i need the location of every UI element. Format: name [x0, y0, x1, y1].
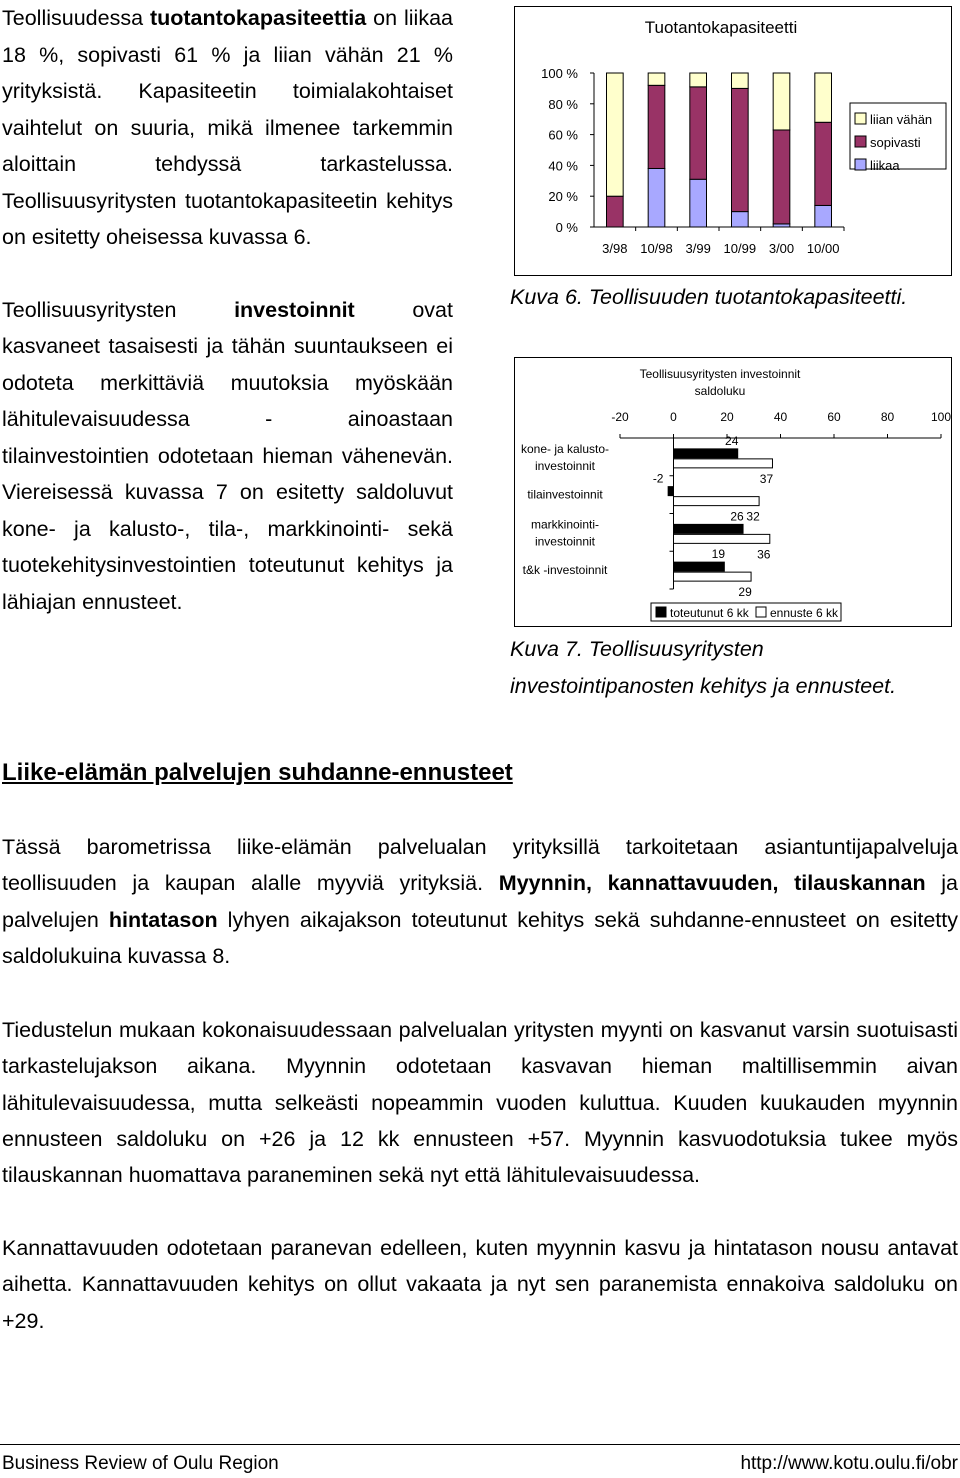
stacked-bar-segment [690, 87, 707, 179]
stacked-bar-segment [648, 73, 665, 85]
stacked-bar-segment [815, 122, 832, 205]
x-tick-label: 3/00 [768, 241, 795, 256]
bar [674, 459, 773, 468]
footer-url: http://www.kotu.oulu.fi/obr [740, 1453, 958, 1474]
bar [674, 524, 744, 533]
legend-label: sopivasti [870, 135, 921, 150]
legend-swatch [855, 113, 866, 124]
intro-keyword: tuotantokapasiteettia [149, 6, 367, 30]
stacked-bar-segment [607, 196, 624, 227]
chart-subtitle: saldoluku [694, 384, 746, 398]
category-label: kone- ja kalusto-investoinnit [520, 441, 610, 473]
stacked-bar-segment [648, 85, 665, 168]
category-label: t&k -investoinnit [522, 563, 608, 578]
legend-swatch [756, 607, 766, 617]
capacity-chart-svg [515, 7, 951, 275]
legend-swatch [656, 607, 666, 617]
intro-paragraph-1 [2, 0, 453, 256]
stacked-bar-segment [648, 168, 665, 227]
y-tick-label: 80 % [548, 96, 578, 112]
legend-swatch [855, 159, 866, 170]
stacked-bar-segment [732, 88, 749, 211]
stacked-bar-segment [815, 73, 832, 122]
section-keyword: Myynnin, kannattavuuden, tilauskannan [498, 871, 926, 896]
data-label: -2 [652, 471, 664, 486]
category-label: tilainvestoinnit [527, 487, 603, 502]
stacked-bar-segment [690, 179, 707, 227]
x-tick-label: 80 [880, 410, 895, 424]
data-label: 24 [725, 433, 739, 448]
x-tick-label: 10/98 [640, 241, 673, 256]
chart-title: Tuotantokapasiteetti [644, 18, 798, 37]
bar [674, 534, 770, 543]
legend-label: liikaa [870, 158, 900, 173]
data-label: 26 [730, 509, 744, 524]
figure-7-caption: Kuva 7. Teollisuusyritysten investointipanosten kehitys ja ennusteet. [510, 637, 897, 698]
footer-publication: Business Review of Oulu Region [2, 1453, 279, 1474]
section-text: ja palvelujen [2, 871, 958, 932]
investment-chart [514, 357, 952, 627]
section-title: Liike-elämän palvelujen suhdanne-ennusteet [2, 759, 513, 786]
bar [674, 562, 725, 571]
capacity-chart [514, 6, 952, 276]
stacked-bar-segment [732, 73, 749, 88]
y-tick-label: 20 % [548, 189, 578, 205]
x-tick-label: 20 [720, 410, 734, 424]
y-tick-label: 0 % [555, 220, 578, 235]
footer-divider [0, 1444, 960, 1445]
section-paragraph-3: Kannattavuuden odotetaan paranevan edelleen, kuten myynnin kasvu ja hintatason nousu antavat aihetta. Kannattavuuden kehitys on ollut vakaata ja nyt sen paranemista ennakoiva saldoluku on +29. [2, 1236, 958, 1333]
bar [668, 487, 673, 496]
stacked-bar-segment [773, 130, 790, 224]
data-label: 37 [759, 471, 774, 486]
section-text: lyhyen aikajakson toteutunut kehitys sekä suhdanne-ennusteet on esitetty saldolukuina kuvassa 8. [2, 907, 958, 968]
figure-6-caption: Kuva 6. Teollisuuden tuotantokapasiteetti. [510, 285, 908, 309]
data-label: 32 [746, 509, 760, 524]
data-label: 29 [738, 585, 752, 600]
data-label: 36 [757, 547, 771, 562]
section-paragraph-1 [2, 829, 958, 974]
x-tick-label: 3/99 [685, 241, 711, 256]
intro-text: Teollisuusyritysten [2, 297, 235, 322]
stacked-bar-segment [773, 73, 790, 130]
x-tick-label: 0 [670, 410, 677, 424]
bar [674, 572, 752, 581]
section-paragraph-2: Tiedustelun mukaan kokonaisuudessaan palvelualan yritysten myynti on kasvanut varsin suotuisasti tarkastelujakson aikana. Myynnin odotetaan kasvavan hieman maltillisemmin aivan lähitulevaisuudessa, mutta selkeästi nopeammin vuoden kuluttua. Kuuden kuukauden myynnin ennusteen saldoluku on +26 ja 12 kk ennusteen +57. Myynnin kasvuodotuksia tukee myös tilauskannan huomattava paraneminen sekä nyt että lähitulevaisuudessa. [2, 1018, 958, 1188]
intro-text: Teollisuudessa [2, 6, 150, 30]
section-text: Tässä barometrissa liike-elämän palvelualan yrityksillä tarkoitetaan asiantuntijapalveluja teollisuuden ja kaupan alalle myyviä yrityksiä. [2, 835, 958, 896]
intro-text: on liikaa 18 %, sopivasti 61 % ja liian vähän 21 % yrityksistä. Kapasiteetin toimialakohtaiset vaihtelut on suuria, mikä ilmenee tarkemmin aloittain tehdyssä tarkastelussa. Teollisuusyritysten tuotantokapasiteetin kehitys on esitetty oheisessa kuvassa 6. [2, 6, 453, 249]
intro-text: ovat kasvaneet tasaisesti ja tähän suuntaukseen ei odoteta merkittäviä muutoksia myöskään lähitulevaisuudessa - ainoastaan tilainvestointien odotetaan hieman vähenevän. Viereisessä kuvassa 7 on esitetty saldoluvut kone- ja kalusto-, tila-, markkinointi- sekä tuotekehitysinvestointien toteutunut kehitys ja lähiajan ennusteet. [2, 297, 453, 614]
category-label: markkinointi-investoinnit [530, 517, 600, 549]
x-tick-label: 100 [930, 410, 951, 424]
x-tick-label: 3/98 [602, 241, 628, 256]
intro-paragraph-2 [2, 292, 453, 621]
stacked-bar-segment [732, 212, 749, 227]
legend-label: liian vähän [870, 112, 933, 127]
bar [674, 449, 738, 458]
x-tick-label: 10/00 [806, 241, 840, 256]
legend-label: ennuste 6 kk [770, 606, 839, 620]
y-tick-label: 40 % [548, 158, 578, 174]
y-tick-label: 100 % [541, 66, 578, 81]
stacked-bar-segment [690, 73, 707, 87]
x-tick-label: 40 [773, 410, 788, 424]
intro-column [2, 0, 453, 620]
x-tick-label: -20 [611, 410, 629, 424]
intro-keyword: investoinnit [234, 297, 355, 322]
stacked-bar-segment [815, 205, 832, 227]
y-tick-label: 60 % [548, 127, 578, 143]
chart-title: Teollisuusyritysten investoinnit [639, 367, 801, 381]
legend-swatch [855, 136, 866, 147]
section-keyword: hintatason [108, 907, 218, 932]
x-tick-label: 60 [827, 410, 841, 424]
bar [674, 497, 760, 506]
investment-chart-svg [515, 358, 951, 626]
x-tick-label: 10/99 [723, 241, 757, 256]
data-label: 19 [711, 547, 726, 562]
stacked-bar-segment [607, 73, 624, 196]
legend-label: toteutunut 6 kk [670, 606, 749, 620]
